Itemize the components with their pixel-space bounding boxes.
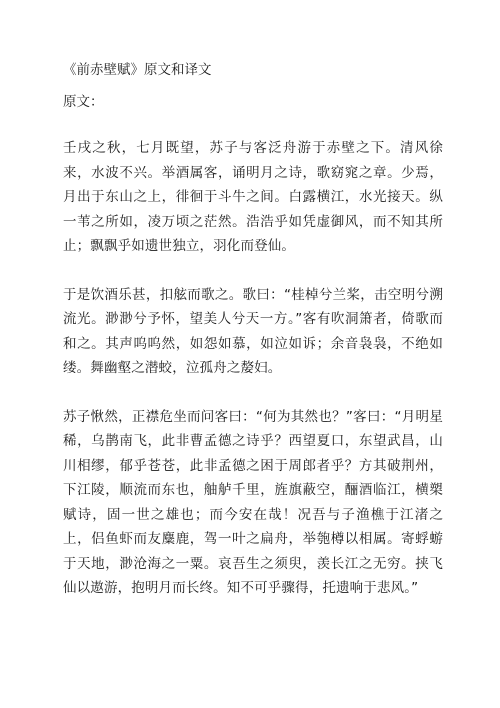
paragraph-3: 苏子愀然，正襟危坐而问客曰：“何为其然也？”客曰：“月明星稀，乌鹊南飞，此非曹孟德之诗乎？西望夏口，东望武昌，山川相缪，郁乎苍苍，此非孟德之困于周郎者乎？方其破荆州，下江陵，顺流而东也，舳舻千里，旌旗蔽空，酾酒临江，横槊赋诗，固一世之雄也；而今安在哉！况吾与子渔樵于江渚之上，侣鱼虾而友麋鹿，驾一叶之扁舟，举匏樽以相属。寄蜉蝣于天地，渺沧海之一粟。哀吾生之须臾，羡长江之无穷。挟飞仙以遨游，抱明月而长终。知不可乎骤得，托遗响于悲风。” xyxy=(63,408,443,596)
paragraph-2: 于是饮酒乐甚，扣舷而歌之。歌曰：“桂棹兮兰桨，击空明兮溯流光。渺渺兮予怀，望美人兮天一方。”客有吹洞箫者，倚歌而和之。其声呜呜然，如怨如慕，如泣如诉；余音袅袅，不绝如缕。舞幽壑之潜蛟，泣孤舟之嫠妇。 xyxy=(63,286,443,376)
paragraph-1: 壬戌之秋，七月既望，苏子与客泛舟游于赤壁之下。清风徐来，水波不兴。举酒属客，诵明月之诗，歌窈窕之章。少焉，月出于东山之上，徘徊于斗牛之间。白露横江，水光接天。纵一苇之所如，凌万顷之茫然。浩浩乎如凭虚御风，而不知其所止；飘飘乎如遗世独立，羽化而登仙。 xyxy=(63,140,443,254)
document-title: 《前赤壁赋》原文和译文 xyxy=(63,62,212,78)
document-body xyxy=(63,60,443,601)
section-label-original-text: 原文： xyxy=(63,94,104,110)
